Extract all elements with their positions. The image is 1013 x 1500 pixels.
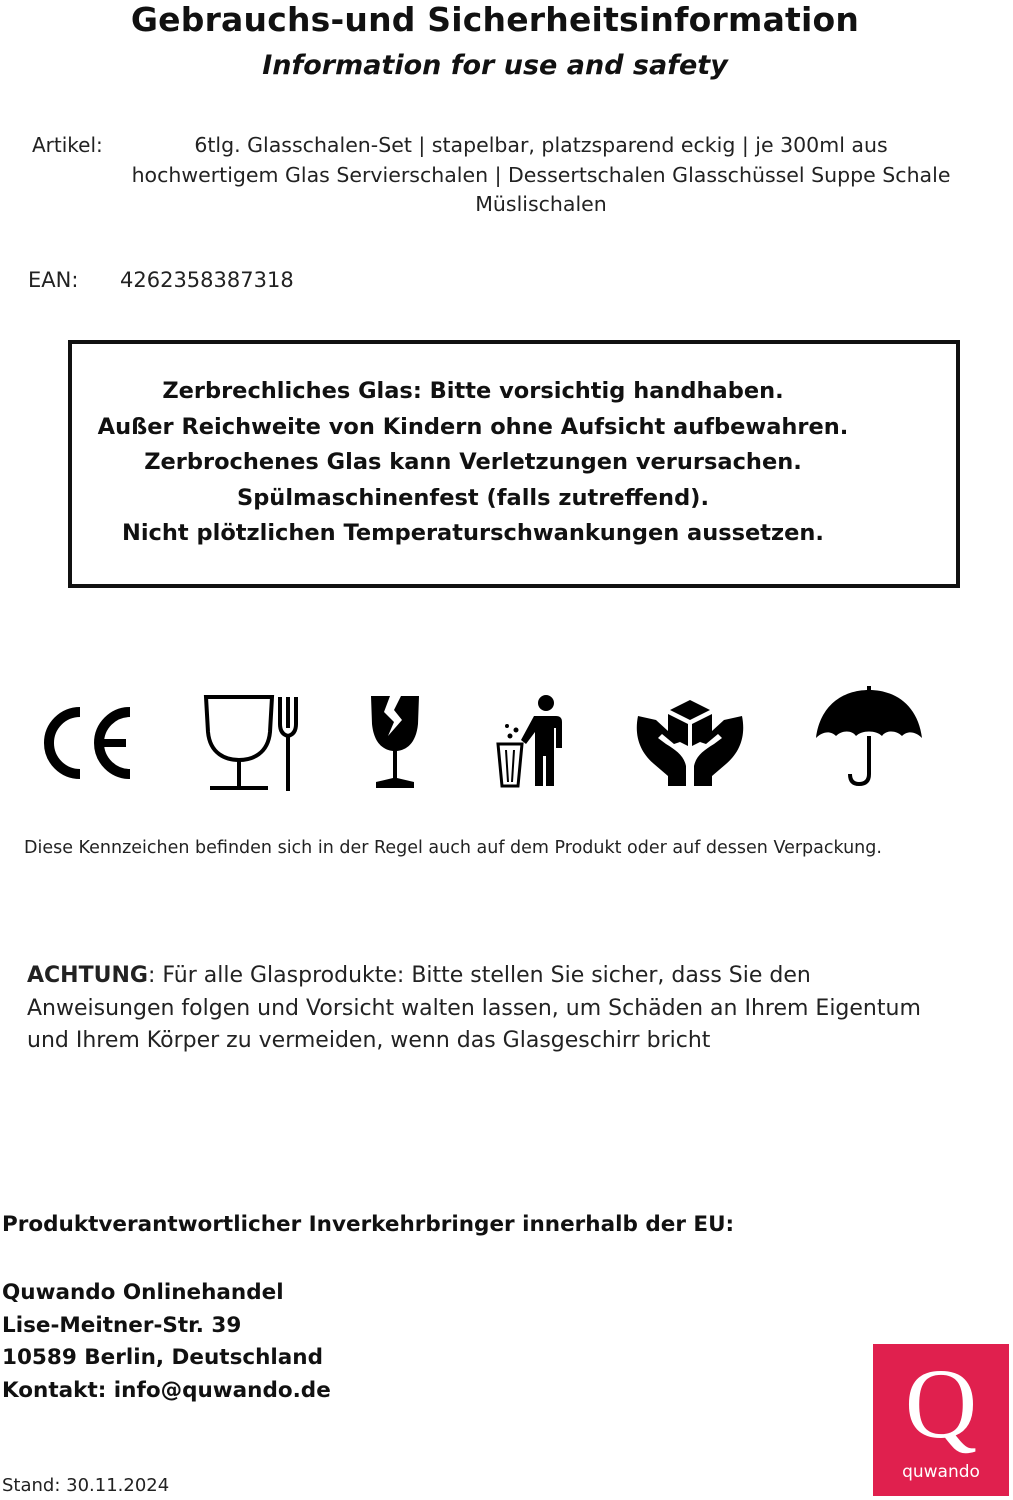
document-subtitle: Information for use and safety: [262, 50, 728, 81]
street-address: Lise-Meitner-Str. 39: [2, 1312, 242, 1338]
article-description: [110, 131, 972, 220]
caution-line-1: : Für alle Glasprodukte: Bitte stellen Sie sicher, dass Sie den: [147, 963, 811, 988]
warning-line: Nicht plötzlichen Temperaturschwankungen aussetzen.: [122, 520, 824, 546]
document-title: Gebrauchs-und Sicherheitsinformation: [130, 0, 860, 39]
ce-mark-icon: [42, 706, 136, 780]
article-line-1: 6tlg. Glasschalen-Set | stapelbar, platzsparend eckig | je 300ml aus: [194, 133, 888, 157]
responsible-party-heading: Produktverantwortlicher Inverkehrbringer innerhalb der EU:: [2, 1212, 735, 1237]
ean-value: 4262358387318: [120, 268, 294, 292]
ean-label: EAN:: [28, 268, 79, 292]
logo-letter: Q: [904, 1348, 978, 1459]
warning-line: Außer Reichweite von Kindern ohne Aufsicht aufbewahren.: [97, 413, 849, 440]
caution-line-2: Anweisungen folgen und Vorsicht walten lassen, um Schäden an Ihrem Eigentum: [27, 995, 921, 1021]
warning-line: Zerbrechliches Glas: Bitte vorsichtig handhaben.: [162, 378, 784, 404]
fragile-glass-icon: [368, 694, 422, 790]
dispose-in-bin-icon: [496, 694, 570, 790]
keep-dry-umbrella-icon: [812, 684, 926, 788]
caution-label: ACHTUNG: [27, 963, 148, 988]
contact-email: Kontakt: info@quwando.de: [2, 1377, 331, 1403]
food-safe-glass-fork-icon: [200, 694, 304, 794]
warning-line: Spülmaschinenfest (falls zutreffend).: [236, 484, 710, 511]
handle-with-care-icon: [634, 694, 746, 788]
company-name: Quwando Onlinehandel: [2, 1280, 284, 1305]
responsible-party-address: [2, 1277, 331, 1407]
symbols-note: Diese Kennzeichen befinden sich in der Regel auch auf dem Produkt oder auf dessen Verpackung.: [24, 838, 882, 858]
article-label: Artikel:: [32, 133, 103, 157]
article-line-3: Müslischalen: [475, 192, 607, 216]
city-address: 10589 Berlin, Deutschland: [2, 1345, 323, 1370]
quwando-logo: [873, 1344, 1009, 1496]
caution-paragraph: [27, 960, 957, 1058]
document-date: Stand: 30.11.2024: [2, 1475, 170, 1496]
warning-line: Zerbrochenes Glas kann Verletzungen verursachen.: [144, 449, 802, 475]
caution-line-3: und Ihrem Körper zu vermeiden, wenn das Glasgeschirr bricht: [27, 1028, 711, 1053]
article-line-2: hochwertigem Glas Servierschalen | Dessertschalen Glasschüssel Suppe Schale: [131, 162, 951, 187]
warning-text: [68, 374, 878, 552]
logo-name: quwando: [902, 1462, 980, 1482]
